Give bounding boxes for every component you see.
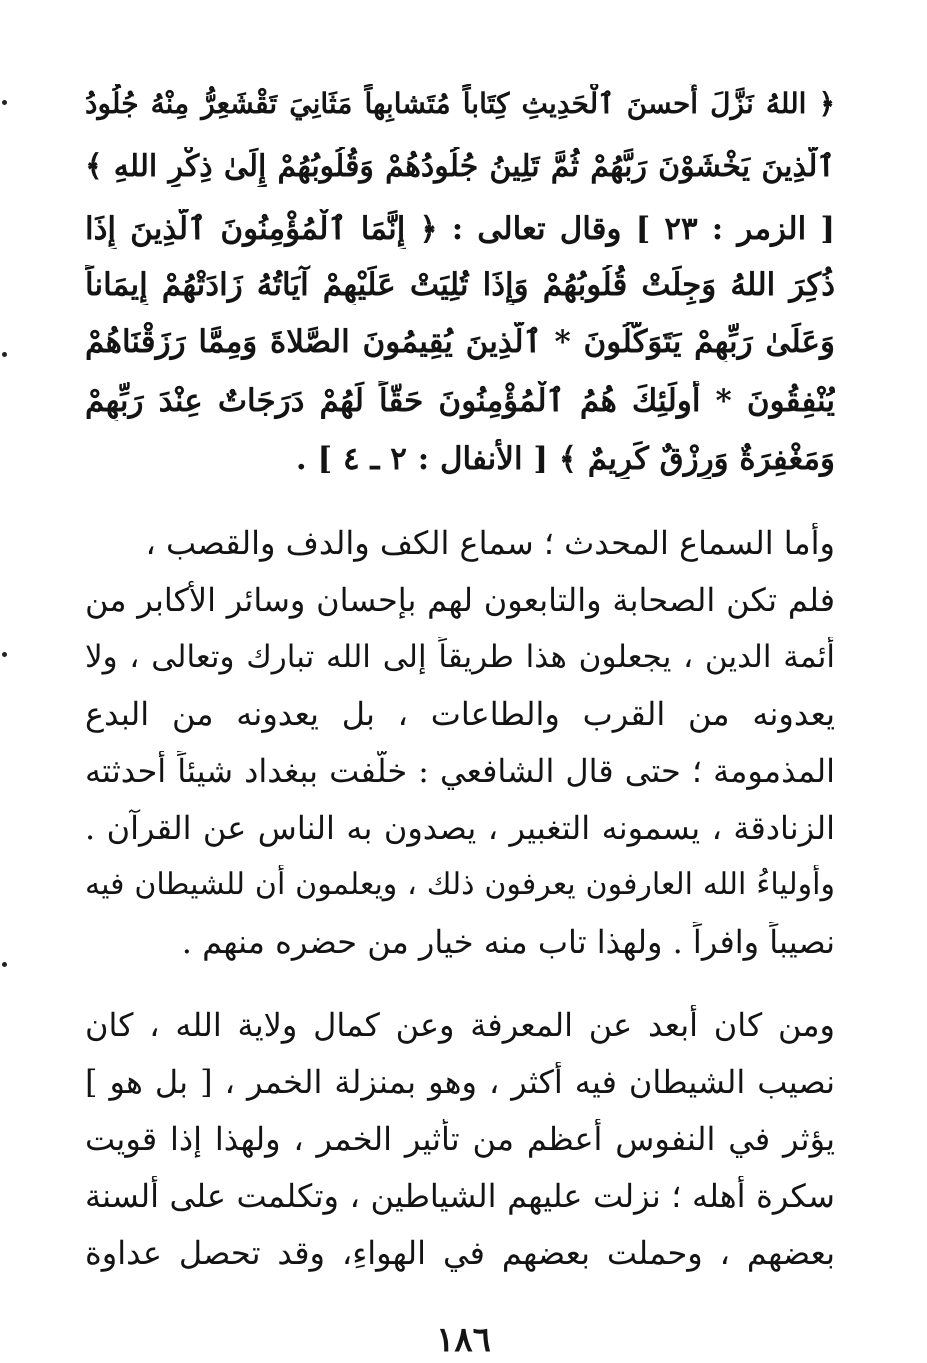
- verse-line: وَعَلَىٰ رَبِّهِمْ يَتَوَكَّلُونَ * ٱلَّذِينَ يُقِيمُونَ الصَّلاةَ وَمِمَّا رَزَقْنَاهُمْ: [85, 324, 835, 360]
- paragraph-line: نصيباً وافراً . ولهذا تاب منه خيار من حضره منهم .: [181, 923, 835, 961]
- paragraph-line: يؤثر في النفوس أعظم من تأثير الخمر ، ولهذا إذا قويت: [85, 1120, 835, 1158]
- paragraph-line: ومن كان أبعد عن المعرفة وعن كمال ولاية الله ، كان: [85, 1006, 835, 1044]
- margin-speck: [2, 100, 7, 105]
- paragraph-line: فلم تكن الصحابة والتابعون لهم بإحسان وسائر الأكابر من: [85, 581, 835, 619]
- paragraph-line: سكرة أهله ؛ نزلت عليهم الشياطين ، وتكلمت على ألسنة: [85, 1177, 835, 1215]
- paragraph-line: المذمومة ؛ حتى قال الشافعي : خلَّفت ببغداد شيئاً أحدثته: [85, 752, 835, 790]
- verse-line: ٱلَّذِينَ يَخْشَوْنَ رَبَّهُمْ ثُمَّ تَلِينُ جُلُودُهُمْ وَقُلُوبُهُمْ إِلَىٰ ذِكْرِ اللهِ ﴾: [85, 149, 835, 184]
- paragraph-line: أئمة الدين ، يجعلون هذا طريقاً إلى الله تبارك وتعالى ، ولا: [85, 639, 835, 675]
- verse-line: ذُكِرَ اللهُ وَجِلَتْ قُلُوبُهُمْ وَإِذَا تُلِيَتْ عَلَيْهِمْ آيَاتُهُ زَادَتْهُمْ إِيمَاناً: [85, 267, 835, 303]
- paragraph-line: وأولياءُ الله العارفون يعرفون ذلك ، ويعلمون أن للشيطان فيه: [85, 867, 835, 902]
- verse-line: يُنْفِقُونَ * أُولَئِكَ هُمُ ٱلْمُؤْمِنُونَ حَقّاً لَهُمْ دَرَجَاتٌ عِنْدَ رَبِّهِمْ: [85, 383, 835, 419]
- margin-speck: [2, 652, 7, 657]
- paragraph-line: وأما السماع المحدث ؛ سماع الكف والدف والقصب ،: [145, 524, 835, 562]
- paragraph-line: الزنادقة ، يسمونه التغبير ، يصدون به الناس عن القرآن .: [85, 809, 835, 847]
- verse-line: ﴿ اللهُ نَزَّلَ أَحسنَ ٱلْحَدِيثِ كِتَاباً مُتَشابِهاً مَثَانِيَ تَقْشَعِرُّ مِنْهُ جُلُودُ: [85, 87, 835, 120]
- paragraph-line: بعضهم ، وحملت بعضهم في الهواءِ، وقد تحصل عداوة: [85, 1234, 835, 1272]
- margin-speck: [2, 352, 7, 357]
- paragraph-line: يعدونه من القرب والطاعات ، بل يعدونه من البدع: [85, 695, 835, 733]
- page-number: ١٨٦: [436, 1320, 491, 1360]
- verse-line: [ الزمر : ٢٣ ] وقال تعالى : ﴿ إِنَّمَا ٱلْمُؤْمِنُونَ ٱلَّذِينَ إِذَا: [85, 211, 835, 247]
- margin-speck: [2, 962, 7, 967]
- verse-line: وَمَغْفِرَةٌ وَرِزْقٌ كَرِيمٌ ﴾ [ الأنفال : ٢ ـ ٤ ] .: [295, 441, 835, 477]
- paragraph-line: نصيب الشيطان فيه أكثر ، وهو بمنزلة الخمر ، [ بل هو ]: [85, 1063, 835, 1101]
